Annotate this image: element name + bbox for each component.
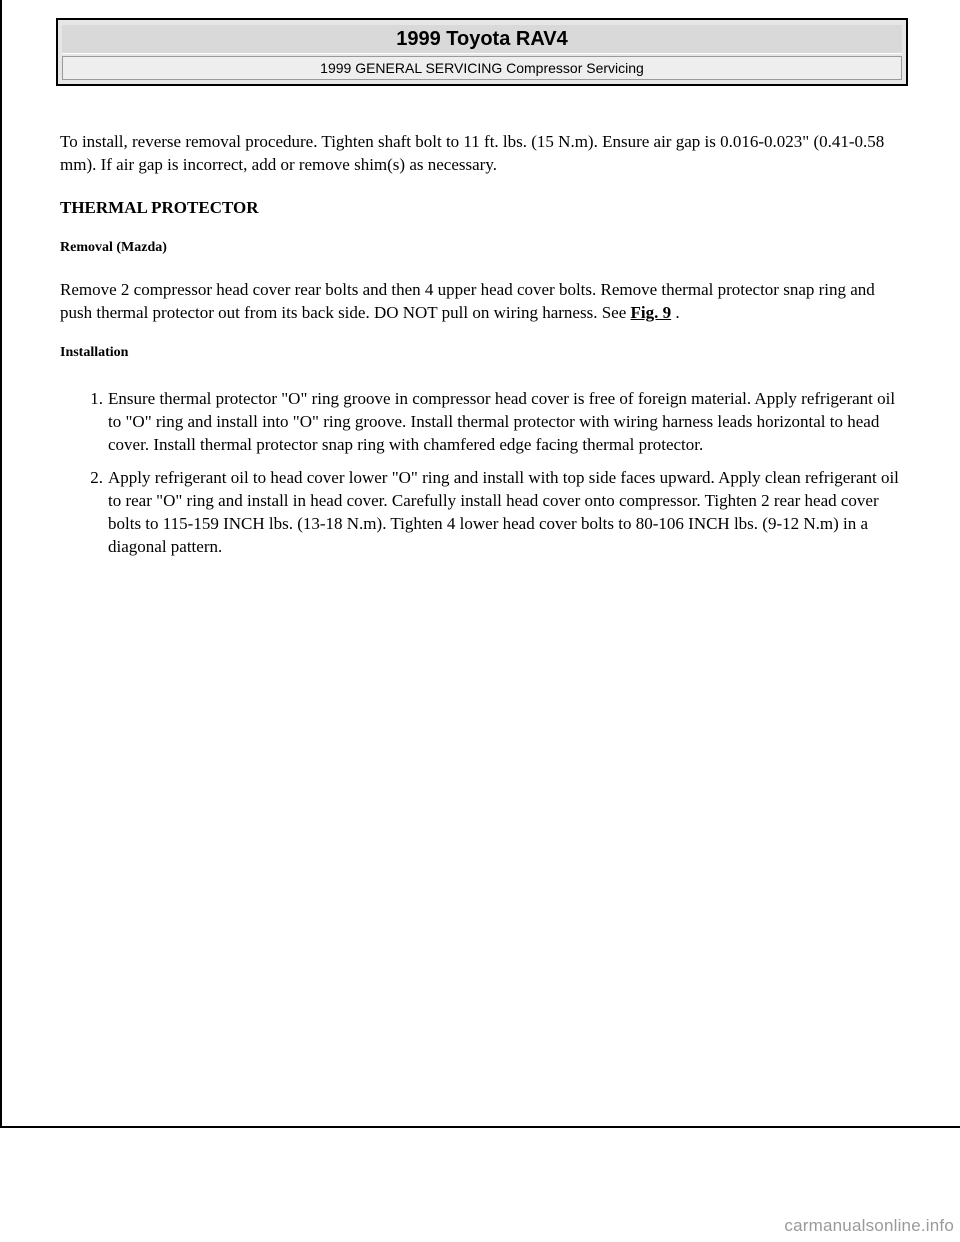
section-heading-thermal-protector: THERMAL PROTECTOR <box>60 198 259 217</box>
document-header <box>56 18 908 86</box>
step-text: Apply refrigerant oil to head cover lower "O" ring and install with top side faces upward. Apply clean refrigerant oil to rear "O" ring and install in head cover. Carefully install head cover onto compressor. Tighten 2 rear head cover bolts to 115-159 INCH lbs. (13-18 N.m). Tighten 4 lower head cover bolts to 80-106 INCH lbs. (9-12 N.m) in a diagonal pattern. <box>108 468 899 556</box>
step-text: Ensure thermal protector "O" ring groove in compressor head cover is free of foreign material. Apply refrigerant oil to "O" ring and install into "O" ring groove. Install thermal protector with wiring harness leads horizontal to head cover. Install thermal protector snap ring with chamfered edge facing thermal protector. <box>108 389 896 454</box>
document-subtitle: 1999 GENERAL SERVICING Compressor Servicing <box>62 56 902 80</box>
document-body <box>60 130 906 568</box>
install-paragraph: To install, reverse removal procedure. Tighten shaft bolt to 11 ft. lbs. (15 N.m). Ensure air gap is 0.016-0.023" (0.41-0.58 mm). If air gap is incorrect, add or remove shim(s) as necessary. <box>60 132 885 174</box>
step-number: 2. <box>90 468 103 487</box>
fig-9-link[interactable]: Fig. 9 <box>630 303 672 322</box>
removal-tail: . <box>671 303 680 322</box>
list-item <box>60 387 906 456</box>
page-bottom-border <box>0 1126 960 1128</box>
step-number: 1. <box>90 389 103 408</box>
list-item <box>60 466 906 558</box>
removal-paragraph <box>60 278 906 324</box>
site-watermark: carmanualsonline.info <box>784 1216 954 1235</box>
installation-steps <box>60 387 906 558</box>
removal-text: Remove 2 compressor head cover rear bolts and then 4 upper head cover bolts. Remove thermal protector snap ring and push thermal protector out from its back side. DO NOT pull on wiring harness. See <box>60 280 875 322</box>
document-title: 1999 Toyota RAV4 <box>62 25 902 54</box>
subheading-installation: Installation <box>60 345 129 360</box>
page-left-border <box>0 0 2 1128</box>
subheading-removal: Removal (Mazda) <box>60 240 167 255</box>
